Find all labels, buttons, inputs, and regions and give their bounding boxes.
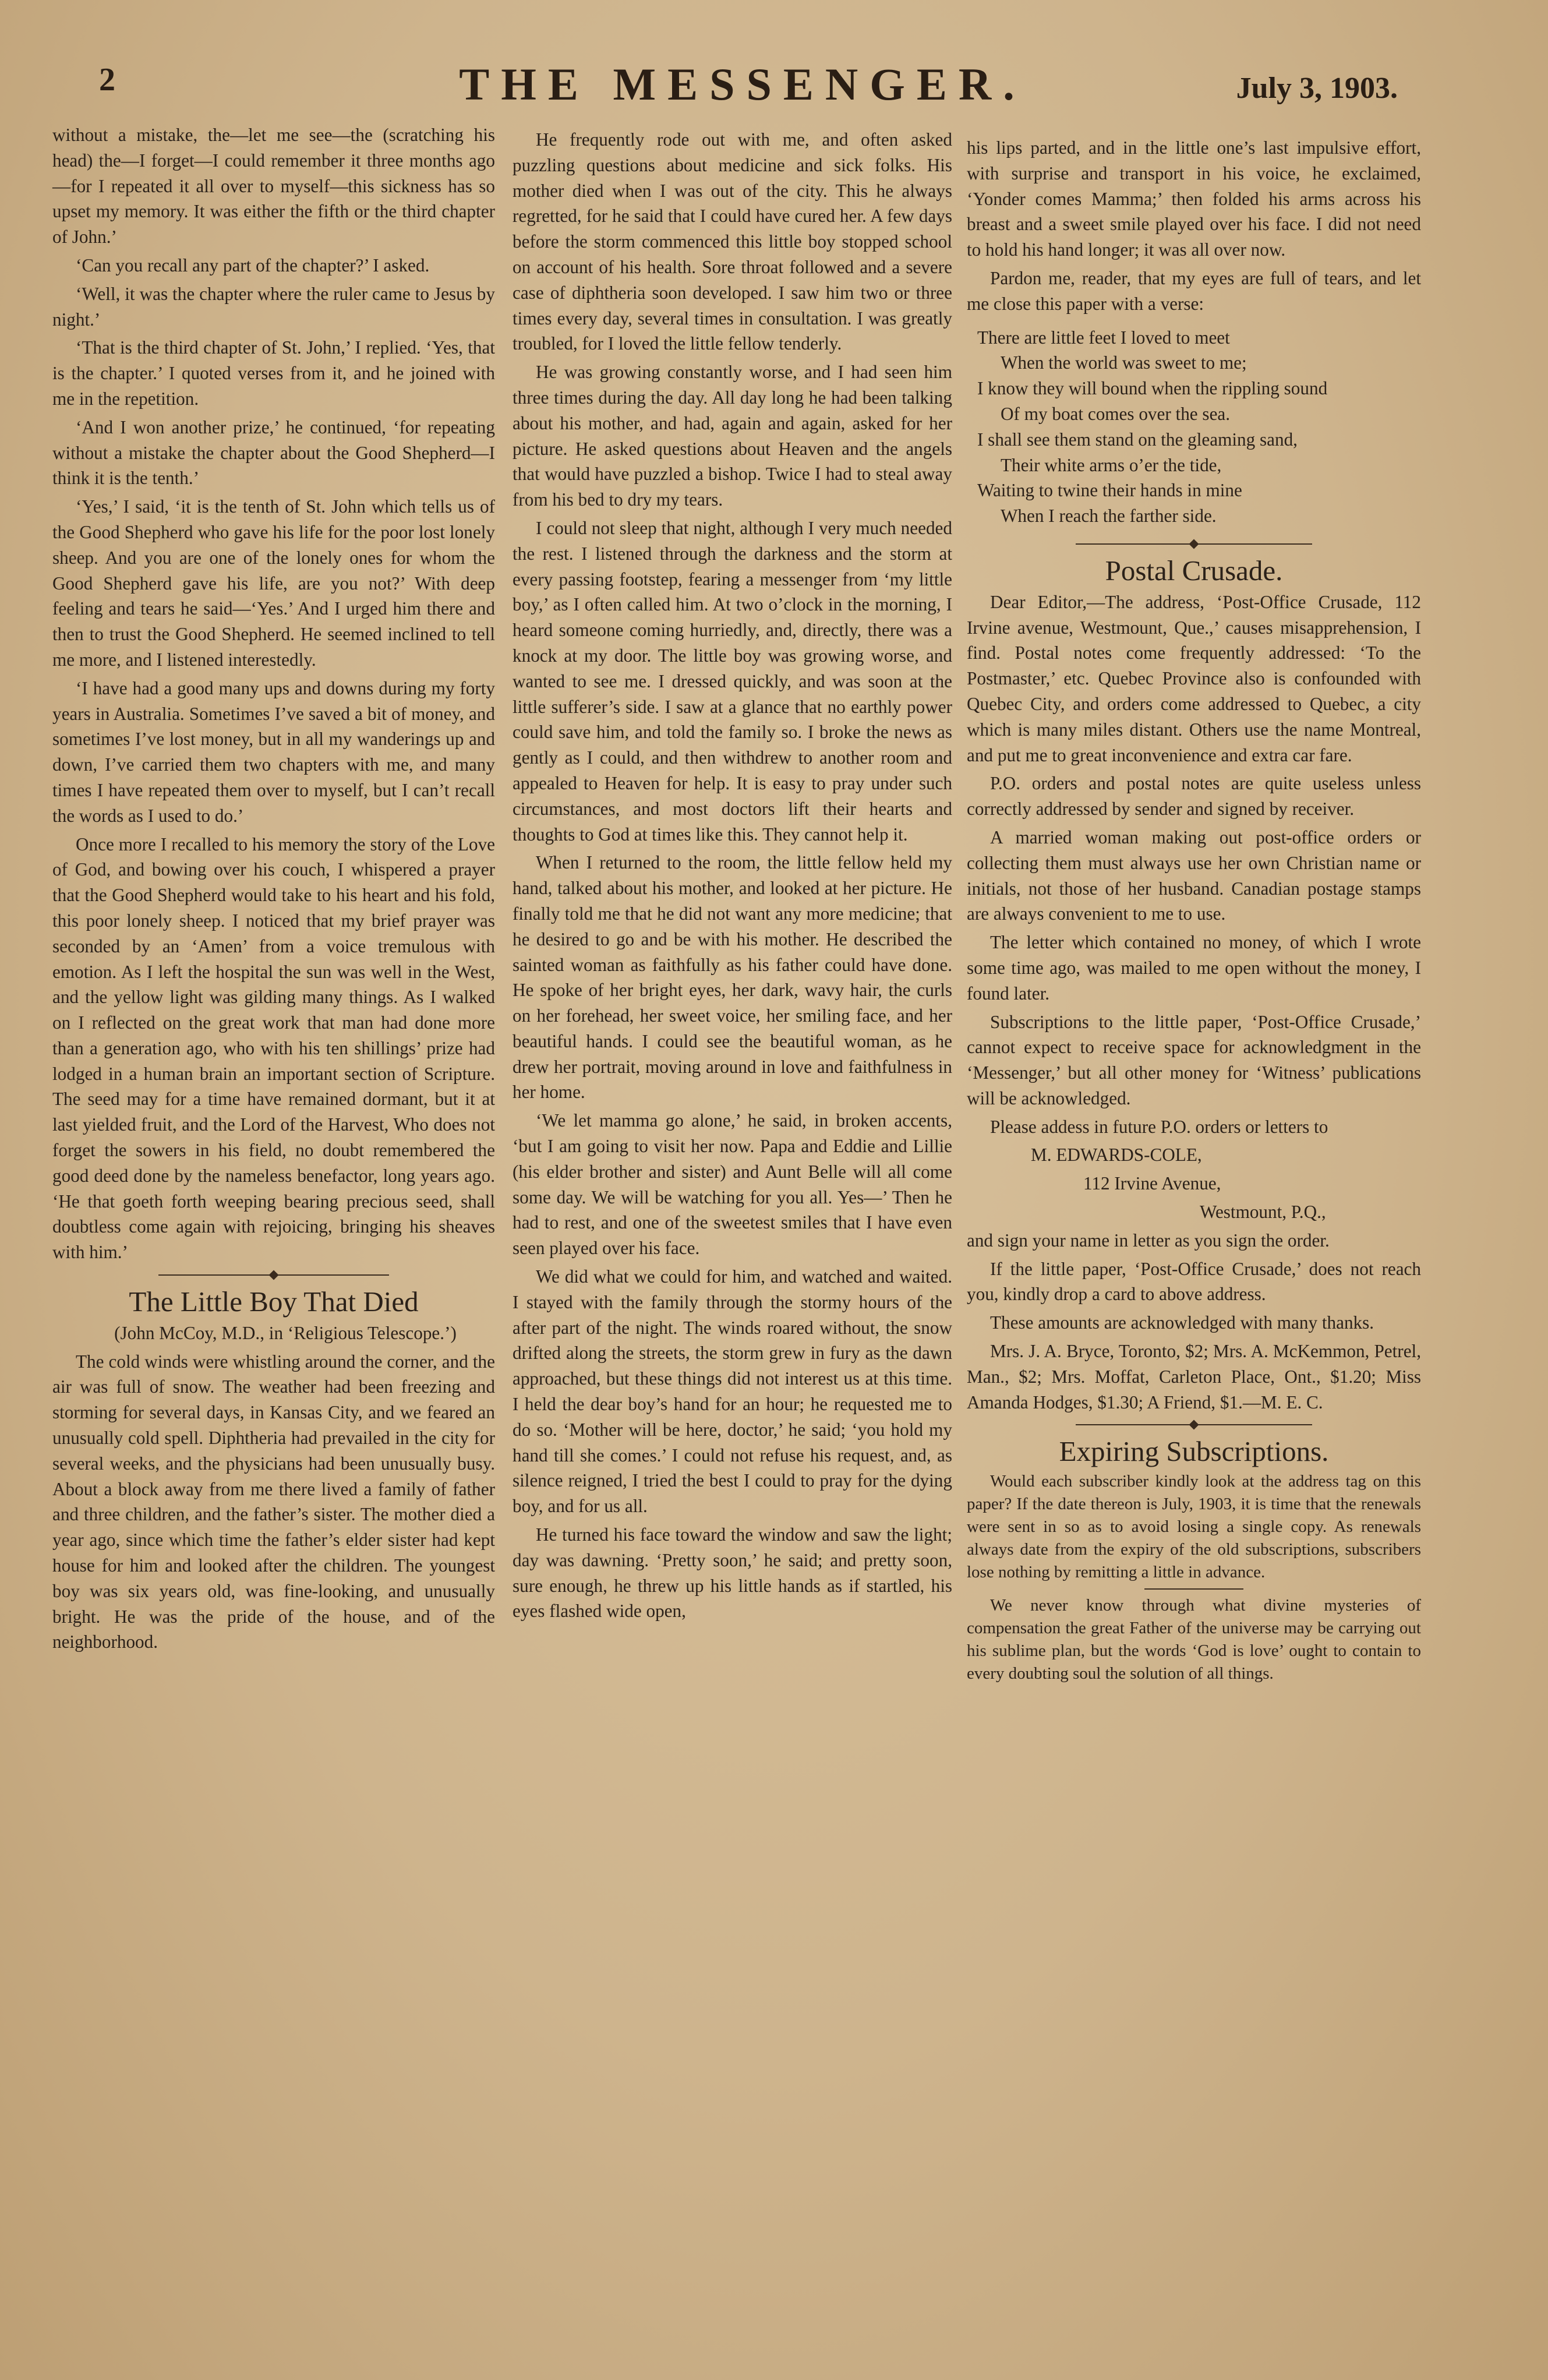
paragraph: When I returned to the room, the little fellow held my hand, talked about his mother, and looked at her picture. He finally told me that he did not want any more medicine; that he desired to go and be with his mother. He described the sainted woman as faithfully as his father could have done. He spoke of her bright eyes, her dark, wavy hair, the curls on her forehead, her sweet voice, her smiling face, and her beautiful hands. I could see the beautiful woman, as he drew her portrait, moving around in love and faithfulness in her home. xyxy=(513,852,952,1103)
paragraph: ‘Yes,’ I said, ‘it is the tenth of St. John which tells us of the Good Shepherd who gave his life for the poor lost lonely sheep. And you are one of the lonely ones for whom the Good Shepherd gave his life, are you not?’ With deep feeling and tears he said—‘Yes.’ And I urged him there and then to trust the Good Shepherd. He seemed inclined to tell me more, and I listened interestedly. xyxy=(52,496,495,670)
verse-line: Of my boat comes over the sea. xyxy=(1001,403,1231,424)
paragraph: Pardon me, reader, that my eyes are full of tears, and let me close this paper with a verse: xyxy=(967,267,1421,314)
paragraph: ‘That is the third chapter of St. John,’ I replied. ‘Yes, that is the chapter.’ I quoted verses from it, and he joined with me in the repetition. xyxy=(52,337,495,409)
verse-line: When I reach the farther side. xyxy=(1001,506,1217,527)
paragraph: I could not sleep that night, although I very much needed the rest. I listened through the darkness and the storm at every passing footstep, fearing a messenger from ‘my little boy,’ as I often called him. At two o’clock in the morning, I heard someone coming hurriedly, and, directly, there was a knock at my door. The little boy was growing worse, and wanted to see me. I dressed quickly, and was soon at the little sufferer’s side. I saw at a glance that no earthly power could save him, and told the family so. I broke the news as gently as I could, and then withdrew to another room and appealed to Heaven for help. It is easy to pray under such circumstances, and most doctors lift their hearts and thoughts to God at times like this. They cannot help it. xyxy=(513,517,952,845)
article-source: (John McCoy, M.D., in ‘Religious Telescope.’) xyxy=(114,1322,457,1343)
verse-line: I know they will bound when the rippling sound xyxy=(977,378,1328,399)
paragraph: ‘Can you recall any part of the chapter?’ I asked. xyxy=(76,255,430,276)
paragraph: We did what we could for him, and watched and waited. I stayed with the family through the stormy hours of the after part of the night. The winds roared without, the snow drifted along the streets, the storm grew in fury as the dawn approached, but these things did not interest us at this time. I held the dear boy’s hand for an hour; he requested me to do so. ‘Mother will be here, doctor,’ he said; ‘you hold my hand till she comes.’ I could not refuse his request, and, as silence reigned, I tried the best I could to pray for the dying boy, and for us all. xyxy=(513,1266,952,1517)
address-line: 112 Irvine Avenue, xyxy=(1083,1173,1221,1194)
masthead xyxy=(87,58,1398,122)
paragraph: and sign your name in letter as you sign the order. xyxy=(967,1230,1330,1251)
mailing-address xyxy=(967,1142,1421,1224)
verse-line: I shall see them stand on the gleaming sand, xyxy=(977,429,1298,450)
paragraph: without a mistake, the—let me see—the (scratching his head) the—I forget—I could remember it three months ago—for I repeated it all over to myself—this sickness has so upset my memory. It was either the fifth or the third chapter of John.’ xyxy=(52,125,495,248)
paragraph: Once more I recalled to his memory the story of the Love of God, and bowing over his couch, I whispered a prayer that the Good Shepherd would take to his heart and his fold, this poor lonely sheep. I noticed that my brief prayer was seconded by an ‘Amen’ from a voice tremulous with emotion. As I left the hospital the sun was well in the West, and the yellow light was gilding many things. As I walked on I reflected on the great work that man had done more than a generation ago, who with his ten shillings’ prize had lodged in a human brain an important section of Scripture. The seed may for a time have remained dormant, but it at last yielded fruit, and the Lord of the Harvest, Who does not forget the sowers in his field, no doubt remembered the good deed done by the nameless benefactor, long years ago. ‘He that goeth forth weeping bearing precious seed, shall doubtless come again with rejoicing, bringing his sheaves with him.’ xyxy=(52,834,495,1263)
verse xyxy=(967,325,1421,529)
paragraph: Dear Editor,—The address, ‘Post-Office Crusade, 112 Irvine avenue, Westmount, Que.,’ causes misapprehension, I find. Postal notes come frequently addressed: ‘To the Postmaster,’ etc. Quebec Province also is confounded with Quebec City, and orders come addressed to Quebec, a city which is many miles distant. Others use the name Montreal, and put me to great inconvenience and extra car fare. xyxy=(967,591,1421,765)
article-title: The Little Boy That Died xyxy=(129,1286,419,1318)
paragraph: If the little paper, ‘Post-Office Crusade,’ does not reach you, kindly drop a card to above address. xyxy=(967,1258,1421,1305)
column-2 xyxy=(513,127,952,1627)
section-divider xyxy=(967,1418,1421,1432)
paragraph: P.O. orders and postal notes are quite useless unless correctly addressed by sender and signed by receiver. xyxy=(967,773,1421,820)
paragraph: ‘I have had a good many ups and downs during my forty years in Australia. Sometimes I’ve saved a bit of money, and sometimes I’ve lost money, but in all my wanderings up and down, I’ve carried them two chapters with me, and many times I have repeated them over to myself, but I can’t recall the words as I used to do.’ xyxy=(52,677,495,826)
column-3 xyxy=(967,135,1421,1688)
paragraph: his lips parted, and in the little one’s last impulsive effort, with surprise and transport in his voice, he exclaimed, ‘Yonder comes Mamma;’ then folded his arms across his breast and a sweet smile played over his face. I did not need to hold his hand longer; it was all over now. xyxy=(967,137,1421,260)
paragraph: ‘And I won another prize,’ he continued, ‘for repeating without a mistake the chapter about the Good Shepherd—I think it is the tenth.’ xyxy=(52,416,495,489)
section-title: Postal Crusade. xyxy=(1105,554,1283,587)
paragraph: ‘Well, it was the chapter where the ruler came to Jesus by night.’ xyxy=(52,283,495,330)
paragraph: He was growing constantly worse, and I had seen him three times during the day. All day long he had been talking about his mother, and had, again and again, asked for her picture. He asked questions about Heaven and the angels that would have puzzled a bishop. Twice I had to steal away from his bed to dry my tears. xyxy=(513,362,952,510)
column-1 xyxy=(52,122,495,1658)
verse-line: There are little feet I loved to meet xyxy=(977,327,1230,348)
address-line: M. EDWARDS-COLE, xyxy=(1031,1145,1202,1166)
paragraph: A married woman making out post-office orders or collecting them must always use her own Christian name or initials, not those of her husband. Canadian postage stamps are always convenient to me to use. xyxy=(967,827,1421,924)
paragraph: The letter which contained no money, of which I wrote some time ago, was mailed to me open without the money, I found later. xyxy=(967,932,1421,1004)
acknowledgements: Mrs. J. A. Bryce, Toronto, $2; Mrs. A. McKemmon, Petrel, Man., $2; Mrs. Moffat, Carleton Place, Ont., $1.20; Miss Amanda Hodges, $1.30; A Friend, $1.—M. E. C. xyxy=(967,1341,1421,1413)
paragraph: These amounts are acknowledged with many thanks. xyxy=(990,1312,1374,1333)
paragraph: He turned his face toward the window and saw the light; day was dawning. ‘Pretty soon,’ he said; and pretty soon, sure enough, he threw up his little hands as if startled, his eyes flashed wide open, xyxy=(513,1524,952,1622)
address-line: Westmount, P.Q., xyxy=(1200,1202,1326,1223)
page-number: 2 xyxy=(99,62,115,98)
paragraph: ‘We let mamma go alone,’ he said, in broken accents, ‘but I am going to visit her now. Papa and Eddie and Lillie (his elder brother and sister) and Aunt Belle will all come some day. We will be watching for you all. Yes—’ Then he had to rest, and one of the sweetest smiles that I have even seen played over his face. xyxy=(513,1110,952,1259)
verse-line: Waiting to twine their hands in mine xyxy=(977,480,1242,501)
paragraph: Please addess in future P.O. orders or letters to xyxy=(990,1116,1328,1137)
paragraph: He frequently rode out with me, and often asked puzzling questions about medicine and sick folks. His mother died when I was out of the city. This he always regretted, for he said that I could have cured her. A few days before the storm commenced this little boy stopped school on account of his health. Sore throat followed and a severe case of diphtheria soon developed. I saw him two or three times every day, several times in consultation. I was greatly troubled, for I loved the little fellow tenderly. xyxy=(513,129,952,354)
newspaper-title: THE MESSENGER. xyxy=(459,59,1026,110)
verse-line: Their white arms o’er the tide, xyxy=(1001,454,1222,475)
section-divider xyxy=(967,537,1421,551)
section-title: Expiring Subscriptions. xyxy=(1059,1435,1329,1468)
paragraph: The cold winds were whistling around the corner, and the air was full of snow. The weather had been freezing and storming for several days, in Kansas City, and we feared an unusually cold spell. Diphtheria had prevailed in the city for several weeks, and the physicians had been unusually busy. About a block away from me there lived a family of father and three children, and the father’s sister. The mother died a year ago, since which time the father’s elder sister had kept house for him and looked after the children. The youngest boy was six years old, was fine-looking, and unusually bright. He was the pride of the house, and of the neighborhood. xyxy=(52,1351,495,1652)
divider xyxy=(1144,1588,1243,1590)
paragraph: We never know through what divine mysteries of compensation the great Father of the universe may be carrying out his sublime plan, but the words ‘God is love’ ought to contain to every doubting soul the solution of all things. xyxy=(967,1596,1421,1683)
section-divider xyxy=(52,1268,495,1282)
paragraph: Would each subscriber kindly look at the address tag on this paper? If the date thereon is July, 1903, it is time that the renewals were sent in so as to avoid losing a single copy. As renewals always date from the expiry of the old subscriptions, subscribers lose nothing by remitting a little in advance. xyxy=(967,1472,1421,1582)
verse-line: When the world was sweet to me; xyxy=(1001,352,1247,373)
issue-date: July 3, 1903. xyxy=(1236,72,1398,105)
paragraph: Subscriptions to the little paper, ‘Post-Office Crusade,’ cannot expect to receive space for acknowledgment in the ‘Messenger,’ but all other money for ‘Witness’ publications will be acknowledged. xyxy=(967,1011,1421,1108)
